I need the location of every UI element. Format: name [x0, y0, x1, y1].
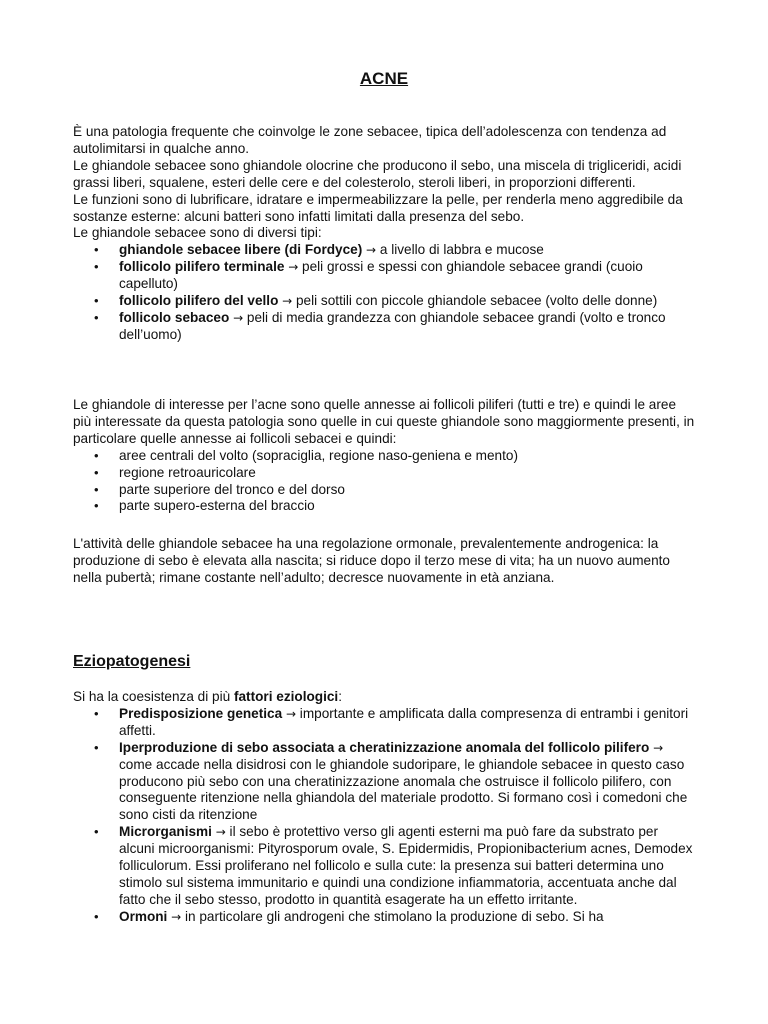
arrow-right-icon: → [653, 740, 664, 755]
intro-paragraph: Le ghiandole sebacee sono di diversi tipi: [73, 225, 322, 241]
arrow-right-icon: → [288, 260, 299, 275]
factor-description: importante e amplificata dalla compresenza di entrambi i genitori affetti. [119, 705, 689, 738]
list-item [73, 498, 697, 515]
intro-paragraph: Le ghiandole sebacee sono ghiandole olocrine che producono il sebo, una miscela di trigliceridi, acidi grassi liberi, squalene, esteri delle cere e del colesterolo, steroli liberi, in proporzioni differenti. [73, 157, 682, 190]
list-item [73, 482, 697, 499]
bullet-icon: • [94, 739, 99, 755]
intro-paragraph: È una patologia frequente che coinvolge le zone sebacee, tipica dell’adolescenza con tendenza ad autolimitarsi in qualche anno. [73, 124, 667, 156]
bullet-icon: • [94, 705, 99, 721]
factor-term: Predisposizione genetica [119, 705, 283, 721]
list-item [73, 740, 697, 825]
factor-term: Ormoni [119, 908, 168, 924]
gland-types-list [73, 242, 697, 343]
area-text: aree centrali del volto (sopraciglia, regione naso-geniena e mento) [119, 447, 518, 463]
list-item [73, 706, 697, 740]
gland-description: peli di media grandezza con ghiandole sebacee grandi (volto e tronco dell’uomo) [119, 309, 666, 342]
area-text: regione retroauricolare [119, 464, 256, 480]
list-item [73, 909, 697, 926]
factor-term: Microrganismi [119, 824, 212, 840]
etiology-intro-bold: fattori eziologici [233, 689, 339, 704]
list-item [73, 824, 697, 909]
factor-description: il sebo è protettivo verso gli agenti esterni ma può fare da substrato per alcuni microorganismi: Pityrosporum ovale, S. Epidermidis, Propionibacterium acnes, Demodex folliculorum. Essi proliferano nel follicolo e sulla cute: la presenza sui batteri determina uno stimolo sul sistema immunitario e quindi una condizione infiammatoria, accentuata anche dal fatto che il sebo stesso, prodotto in quantità esagerate ha un effetto irritante. [119, 824, 693, 907]
factor-description: in particolare gli androgeni che stimolano la produzione di sebo. Si ha [184, 908, 604, 924]
etiology-section [73, 689, 697, 926]
bullet-icon: • [94, 481, 99, 497]
gland-term: follicolo pilifero del vello [119, 293, 279, 309]
bullet-icon: • [94, 259, 99, 275]
list-item [73, 310, 697, 344]
arrow-right-icon: → [171, 909, 182, 924]
area-text: parte supero-esterna del braccio [119, 498, 315, 514]
intro-paragraph: Le funzioni sono di lubrificare, idratare e impermeabilizzare la pelle, per renderla meno aggredibile da sostanze esterne: alcuni batteri sono infatti limitati dalla presenza del sebo. [73, 191, 683, 224]
list-item [73, 448, 697, 465]
factor-term: Iperproduzione di sebo associata a cheratinizzazione anomala del follicolo pilifero [119, 739, 650, 755]
areas-list [73, 448, 697, 516]
section-title: Eziopatogenesi [73, 653, 191, 670]
bullet-icon: • [94, 447, 99, 463]
hormone-section [73, 536, 697, 587]
hormone-paragraph: L'attività delle ghiandole sebacee ha una regolazione ormonale, prevalentemente androgenica: la produzione di sebo è elevata alla nascita; si riduce dopo il terzo mese di vita; ha un nuovo aumento nella pubertà; rimane costante nell’adulto; decresce nuovamente in età anziana. [73, 536, 670, 585]
interest-paragraph: Le ghiandole di interesse per l’acne sono quelle annesse ai follicoli piliferi (tutti e tre) e quindi le aree più interessate da questa patologia sono quelle in cui queste ghiandole sono maggiormente presenti, in particolare quelle annesse ai follicoli sebacei e quindi: [73, 397, 695, 446]
list-item [73, 465, 697, 482]
factors-list [73, 706, 697, 926]
bullet-icon: • [94, 824, 99, 840]
gland-term: follicolo sebaceo [119, 309, 230, 325]
gland-term: follicolo pilifero terminale [119, 259, 285, 275]
arrow-right-icon: → [285, 706, 297, 721]
bullet-icon: • [94, 242, 99, 258]
etiology-intro-end: : [338, 689, 342, 704]
list-item [73, 259, 697, 293]
gland-description: peli sottili con piccole ghiandole sebacee (volto delle donne) [296, 293, 658, 309]
gland-description: peli grossi e spessi con ghiandole sebacee grandi (cuoio capelluto) [119, 259, 643, 292]
gland-term: ghiandole sebacee libere (di Fordyce) [119, 242, 363, 258]
gland-description: a livello di labbra e mucose [379, 242, 544, 258]
document-title: ACNE [359, 69, 409, 88]
intro-section [73, 124, 697, 344]
bullet-icon: • [94, 908, 99, 924]
area-text: parte superiore del tronco e del dorso [119, 481, 345, 497]
arrow-right-icon: → [233, 310, 244, 325]
list-item [73, 293, 697, 310]
interest-section [73, 397, 697, 515]
arrow-right-icon: → [366, 243, 377, 258]
etiology-intro [73, 689, 697, 706]
arrow-right-icon: → [282, 294, 293, 309]
etiology-intro-text: Si ha la coesistenza di più [73, 689, 234, 704]
bullet-icon: • [94, 498, 99, 514]
bullet-icon: • [94, 464, 99, 480]
bullet-icon: • [94, 309, 99, 325]
bullet-icon: • [94, 293, 99, 309]
arrow-right-icon: → [215, 825, 226, 840]
list-item [73, 242, 697, 259]
factor-description: come accade nella disidrosi con le ghiandole sudoripare, le ghiandole sebacee in questo caso producono più sebo con una cheratinizzazione anomala che ostruisce il follicolo pilifero, con conseguente ritenzione nella ghiandola del materiale prodotto. Si formano così i comedoni che sono cisti da ritenzione [119, 756, 688, 823]
